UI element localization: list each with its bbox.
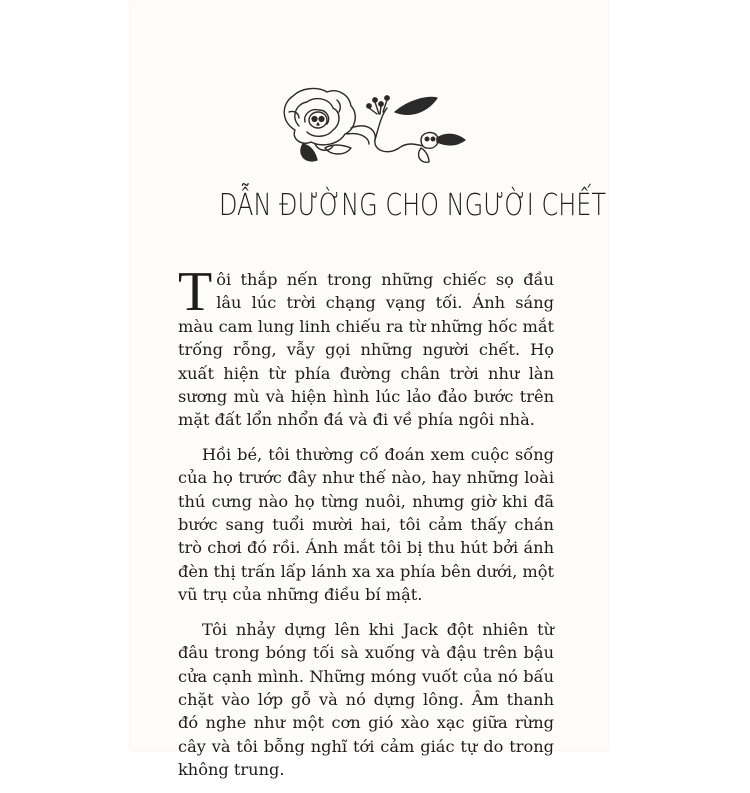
paragraph (178, 261, 554, 432)
drop-cap: T (178, 261, 213, 323)
paragraph: Hồi bé, tôi thường cố đoán xem cuộc sống của họ trước đây như thế nào, hay những loài thú cưng nào họ từng nuôi, nhưng giờ khi đã bước sang tuổi mười hai, tôi cảm thấy chán trò chơi đó rồi. Ánh mắt tôi bị thu hút bởi ánh đèn thị trấn lấp lánh xa xa phía bên dưới, một vũ trụ của những điều bí mật. (178, 444, 554, 605)
chapter-title: DẪN ĐƯỜNG CHO NGƯỜI CHẾT (219, 188, 607, 223)
paragraph-text: ôi thắp nến trong những chiếc sọ đầu lâu lúc trời chạng vạng tối. Ánh sáng màu cam lung linh chiếu ra từ những hốc mắt trống rỗng, vẫy gọi những người chết. Họ xuất hiện từ phía đường chân trời như làn sương mù và hiện hình lúc lảo đảo bước trên mặt đất lổn nhổn đá và đi về phía ngôi nhà. (178, 270, 554, 430)
flower-skull-ornament-icon (275, 82, 470, 170)
paragraph: Tôi nhảy dựng lên khi Jack đột nhiên từ đâu trong bóng tối sà xuống và đậu trên bậu cửa cạnh mình. Những móng vuốt của nó bấu chặt vào lớp gỗ và nó dựng lông. Âm thanh đó nghe như một cơn gió xào xạc giữa rừng cây và tôi bỗng nghĩ tới cảm giác tự do trong không trung. (178, 619, 554, 780)
chapter-body (178, 261, 554, 793)
